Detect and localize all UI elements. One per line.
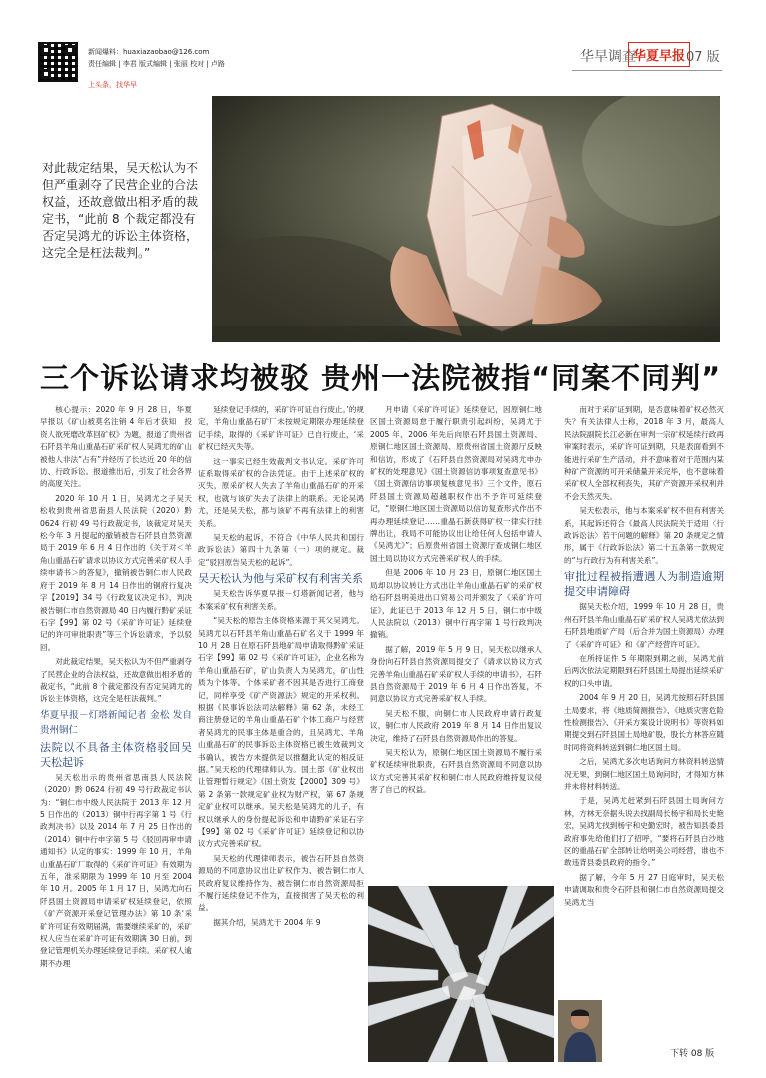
paragraph: 这一事实已经生效裁判文书认定。采矿许可证系取得采矿权的合法凭证。由于上述采矿权的灭失，原采矿权人失去了羊角山重晶石矿的开采权，也就与该矿失去了法律上的联系。无论吴鸿尤，还是吴天松，都与该矿不再有法律上的利害关系。: [198, 456, 364, 528]
paragraph: 吴天松不服，向铜仁市人民政府申请行政复议，铜仁市人民政府 2019 年 8 月 14 日作出复议决定，维持了石阡县自然资源局作出的答复。: [370, 708, 542, 743]
header-divider: [572, 70, 722, 71]
paragraph: 吴天松认为，原铜仁地区国土资源局不履行采矿权延续审批职责，石阡县自然资源局不同意以协议方式完善其采矿权和铜仁市人民政府维持复议侵害了自己的权益。: [370, 747, 542, 795]
article-column-4: [564, 404, 724, 911]
newspaper-logo: 华夏早报: [628, 42, 690, 67]
paragraph: 据了解，2019 年 5 月 9 日，吴天松以继承人身份向石阡县自然资源局提交了《请求以协议方式完善羊角山重晶石矿采矿权人手续的申请书》，石阡县自然资源局于 2019 年 6 月 4 日作出答复，不同意以协议方式完善采矿权人手续。: [370, 644, 542, 704]
paragraph: 2020 年 10 月 1 日，吴鸿尤之子吴天松收到贵州省思南县人民法院（2020）黔 0624 行初 49 号行政裁定书，该裁定对吴天松今年 3 月提起的撤销被告石阡县自然资源局于 2019 年 6 月 4 日作出的《关于对＜羊角山重晶石矿请求以协议方式完善采矿权人手续申请书＞的答复》，撤销被告铜仁市人民政府于 2019 年 8 月 14 日作出的铜府行复决字【2019】34 号《行政复议决定书》，判决被告铜仁市自然资源局 40 日内履行黔矿采证石字【99】第 02 号《采矿许可证》延续登记的许可审批职责”等三个诉讼请求，予以驳回。: [40, 493, 192, 652]
paragraph: 吴天松表示，他与本案采矿权不但有利害关系，其起诉还符合《最高人民法院关于适用〈行政诉讼法〉若干问题的解释》第 20 条规定之情形，属于《行政诉讼法》第二十五条第一款规定的“与行政行为有利害关系”。: [564, 506, 724, 565]
qr-code[interactable]: [38, 42, 78, 82]
pull-quote: 对此裁定结果，吴天松认为不但严重剥夺了民营企业的合法权益，还故意做出相矛盾的裁定书，“此前 8 个裁定都没有否定吴鸿尤的诉讼主体资格，这完全是枉法裁判。”: [42, 161, 199, 260]
paragraph: 吴天松的起诉，不符合《中华人民共和国行政诉讼法》第四十九条第（一）项的规定。裁定“驳回原告吴天松的起诉”。: [198, 533, 364, 567]
header-info: [88, 46, 225, 70]
byline: 华夏早报－灯塔新闻记者 金松 发自贵州铜仁: [40, 709, 192, 736]
article-column-3: [370, 404, 542, 799]
article-column-2: [198, 404, 364, 931]
header-email: 新闻爆料：huaxiazaobao@126.com: [88, 48, 210, 56]
paragraph: 但是 2006 年 10 月 23 日，原铜仁地区国土局却以协议转让方式出让羊角山重晶石矿的采矿权给石阡县明美进出口贸易公司并颁发了《采矿许可证》，此证已于 2013 年 12 月 5 日，铜仁市中级人民法院以（2013）铜中行再字第 1 号行政判决撤销。: [370, 568, 542, 640]
paragraph: 吴天松出示的贵州省思南县人民法院（2020）黔 0624 行初 49 号行政裁定书认为：“铜仁市中级人民法院于 2013 年 12 月 5 日作出的（2013）铜中行再字第 1 号《行政判决书》以及 2014 年 7 月 25 日作出的（2014）铜中行申字第 5 号《驳回再审申请通知书》认定的事实：1999 年 10 月，羊角山重晶石矿厂取得的《采矿许可证》有效期为五年，准采期限为 1999 年 10 月至 2004 年 10 月。2005 年 1 月 17 日，吴鸿尤向石阡县国土资源局申请采矿权延续登记，依照《矿产资源开采登记管理办法》第 10 条‘采矿许可证有效期届满，需要继续采矿的，采矿权人应当在采矿许可证有效期满 30 日前，到登记管理机关办理延续登记手续。采矿权人逾期不办理: [40, 772, 192, 968]
article-column-1: [40, 404, 192, 972]
crystal-photo: [212, 96, 720, 342]
paragraph: 而对于采矿证到期，是否意味着矿权必然灭失？有关法律人士称，2018 年 3 月，最高人民法院副院长江必新在审判一宗矿权延续行政再审案时表示，采矿许可证到期，只是表面看到不能进行采矿生产活动，并不意味着对于范围内某种矿产资源的可开采储量开采完毕，也不意味着采矿权人全部权利丧失，其矿产资源开采权利并不会天然灭失。: [564, 405, 724, 501]
section-name: 华早调查: [580, 49, 636, 65]
paragraph: 据了解，今年 5 月 27 日庭审时，吴天松申请调取和贵令石阡县和铜仁市自然资源局提交吴鸿尤当: [564, 872, 724, 907]
header-editors: 责任编辑 | 李君 版式编辑 | 张丽 校对 | 卢路: [88, 60, 225, 68]
paragraph: 吴天松告诉华夏早报－灯塔新闻记者，他与本案采矿权有利害关系。: [198, 589, 364, 611]
paragraph: 核心提示：2020 年 9 月 28 日，华夏早报以《矿山被莫名注销 4 年后才获知 投资人欲死磨改革回矿权》为题，报道了贵州省石阡县羊角山重晶石矿采矿权人吴鸿尤的矿山被他人非法“占有”并经历了长达近 20 年的信访、行政诉讼。报道推出后，引发了社会各界的高度关注。: [40, 405, 192, 489]
continued-note: 下转 08 版: [670, 1049, 715, 1059]
crystal-cave-photo: [368, 886, 554, 1062]
paragraph: 延续登记手续的，采矿许可证自行废止。’的规定，羊角山重晶石矿厂未按规定期限办理延续登记手续，取得的《采矿许可证》已自行废止，‘采矿权已经灭失等。: [198, 405, 364, 452]
paragraph: 之后，吴鸿尤多次电话询问方林资料转送情况无果，到铜仁地区国土局询问时，才得知方林并未将材料转送。: [564, 757, 724, 791]
paragraph: 据吴天松介绍，1999 年 10 月 28 日，贵州石阡县羊角山重晶石矿采矿权人吴鸿尤依法到石阡县地质矿产局（后合并为国土资源局）办理了《采矿许可证》和《矿产经营许可证》。: [564, 602, 724, 649]
paragraph: 于是，吴鸿尤赶紧到石阡县国土局询问方林，方林无奈据头说去找副局长杨宇和局长史艳宏，吴鸿尤找到杨宇和史勤宏时，被告知县委县政府事先给他们打了招呼，“要将石阡县白沙地区的重晶石矿全部转让给明美公司经营，谁也不敢违背县委县政府的指令。”: [564, 796, 724, 868]
paragraph: 对此裁定结果，吴天松认为不但严重剥夺了民营企业的合法权益，还故意做出相矛盾的裁定书，“此前 8 个裁定都没有否定吴鸿尤的诉讼主体资格，这完全是枉法裁判。”: [40, 657, 192, 704]
paragraph: 吴天松的代理律师表示，被告石阡县自然资源局的不同意协议出让矿权作为、被告铜仁市人民政府复议维持作为、被告铜仁市自然资源局拒不履行延续登记不作为，直接损害了吴天松的利益。: [198, 853, 364, 913]
paragraph: 据其介绍，吴鸿尤于 2004 年 9: [213, 917, 321, 927]
paragraph: “吴天松的原告主体资格来源于其父吴鸿尤。吴鸿尤以石阡县羊角山重晶石矿名义于 1999 年 10 月 28 日在原石阡县地矿局申请取得黔矿采证石字【99】第 02 号《采矿许可证》，企业名称为羊角山重晶石矿，矿山负责人为吴鸿尤，矿山性质为个体等。个体采矿者不因其是否进行工商登记，同样享受《矿产资源法》规定的开采权利。根据《民事诉讼法司法解释》第 62 条，未经工商注册登记的羊角山重晶石矿个体工商户与经营者吴鸿尤的民事主体是重合的，且吴鸿尤、羊角山重晶石矿的民事诉讼主体资格已被生效裁判文书确认，被告方未提供足以推翻此认定的相反证据。”吴天松的代理律师认为。国土部《矿业权出让管理暂行规定》《国土资发【2000】309 号》第 2 条第一款规定矿业权为财产权，第 67 条规定矿业权可以继承。吴天松是吴鸿尤的儿子，有权以继承人的身份提起诉讼和申请黔矿采证石字【99】第 02 号《采矿许可证》延续登记和以协议方式完善采矿权。: [198, 616, 364, 849]
subheading: 法院以不具备主体资格驳回吴天松起诉: [40, 740, 192, 769]
subheading: 审批过程被指遭遇人为制造逾期提交申请障碍: [564, 570, 724, 599]
person-photo: [558, 1000, 602, 1062]
paragraph: 2004 年 9 月 20 日，吴鸿尤按照石阡县国土局要求，将《地质简测报告》、《地质灾害危险性检测报告》、《开采方案设计说明书》等资料如期提交到石阡县国土局地矿股，股长方林答应随时同将资料转送到铜仁地区国土局。: [564, 693, 724, 752]
edition-number: 07 版: [686, 50, 720, 65]
headline: 三个诉讼请求均被驳 贵州一法院被指“同案不同判”: [40, 361, 722, 395]
header-slogan: 上头条，找华早: [88, 81, 137, 89]
paragraph: 在所持证件 5 年期限到期之前，吴鸿尤前后两次依法定期限到石阡县国土局提出延续采矿权的口头申请。: [564, 653, 724, 688]
paragraph: 月申请《采矿许可证》延续登记，因原铜仁地区国土资源局怠于履行职责引起纠纷，吴鸿尤于 2005 年、2006 年先后向原石阡县国土资源局、原铜仁地区国土资源局、原贵州省国土资源厅反映和信访，形成了《石阡县自然资源局对吴鸿尤申办矿权的处理意见》《国土资源信访事项复查意见书》《国土资源信访事项复核意见书》三个文件，原石阡县国土资源局超越职权作出不予许可延续登记，“原铜仁地区国土资源局以信访复查形式作出不再办理延续登记……重晶石新获得矿权一律实行挂牌出让，我局不可能协议出让给任何人包括申请人《吴鸿尤》”；后原贵州省国土资源厅查成铜仁地区国土局以协议方式完善采矿权人的手续。: [370, 405, 542, 563]
subheading: 吴天松认为他与采矿权有利害关系: [198, 572, 363, 586]
